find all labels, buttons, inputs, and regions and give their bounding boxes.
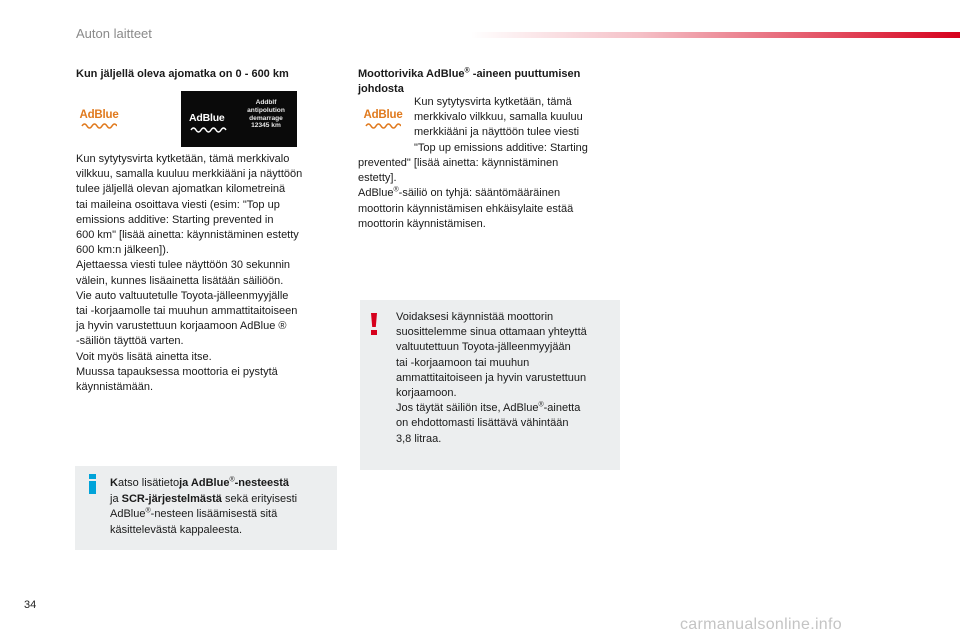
adblue-warning-lamp-icon-2 xyxy=(361,109,405,131)
section-title: Auton laitteet xyxy=(76,26,152,41)
warning-box-text: Voidaksesi käynnistää moottorin suosittelemme sinua ottamaan yhteyttä valtuutettuun Toyota-jälleenmyyjään tai -korjaamoon tai muuhun ammattitaitoiseen ja hyvin varustettuun korjaamoon. Jos täytät säiliön itse, AdBlue®-ainetta on ehdottomasti lisättävä vähintään 3,8 litraa. xyxy=(396,311,587,445)
info-icon xyxy=(88,474,97,494)
adblue-logo-text: AdBlue xyxy=(79,109,119,121)
right-body-indented: Kun sytytysvirta kytketään, tämä merkkivalo vilkkuu, samalla kuuluu merkkiääni ja näyttöön tulee viesti "Top up emissions additive: Starting xyxy=(414,96,588,154)
watermark: carmanualsonline.info xyxy=(680,616,842,633)
left-body-text: Kun sytytysvirta kytketään, tämä merkkivalo vilkkuu, samalla kuuluu merkkiääni ja näyttöön tulee jäljellä olevan ajomatkan kilometreinä tai maileina osoittava viesti (esim: "Top up emissions additive: Starting prevented in 600 km" [lisää ainetta: käynnistäminen estetty 600 km:n jälkeen]). Ajettaessa viesti tulee näyttöön 30 sekunnin välein, kunnes lisäainetta lisätään säiliöön. Vie auto valtuutetulle Toyota-jälleenmyyjälle tai -korjaamolle tai muuhun ammattitaitoiseen ja hyvin varustettuun korjaamoon AdBlue ® -säiliön täyttöä varten. Voit myös lisätä ainetta itse. Muussa tapauksessa moottoria ei pystytä käynnistämään. xyxy=(76,153,303,394)
left-heading: Kun jäljellä oleva ajomatka on 0 - 600 km xyxy=(76,68,289,80)
page-number: 34 xyxy=(24,599,37,611)
header-accent-bar xyxy=(470,32,960,38)
adblue-logo-text-2: AdBlue xyxy=(363,109,403,121)
adblue-warning-lamp-icon xyxy=(77,109,121,131)
instrument-display-screenshot xyxy=(181,91,297,147)
right-heading: Moottorivika AdBlue® -aineen puuttumisen johdosta xyxy=(358,67,581,95)
adblue-wave-icon-2 xyxy=(365,121,401,129)
adblue-wave-icon xyxy=(81,121,117,129)
display-message: Addblf antipolution demarrage 12345 km xyxy=(247,99,285,130)
info-box-text: Katso lisätietoja AdBlue®-nesteestä ja SCR-järjestelmästä sekä erityisesti AdBlue®-nesteen lisäämisestä sitä käsittelevästä kappaleesta. xyxy=(110,476,298,536)
display-adblue-text: AdBlue xyxy=(189,112,225,124)
right-body-text: prevented" [lisää ainetta: käynnistäminen estetty]. AdBlue®-säiliö on tyhjä: sääntömääräinen moottorin käynnistämisen ehkäisylaite estää moottorin käynnistämisen. xyxy=(358,157,574,230)
warning-exclamation-icon xyxy=(368,313,380,335)
display-wave-icon xyxy=(190,126,228,134)
